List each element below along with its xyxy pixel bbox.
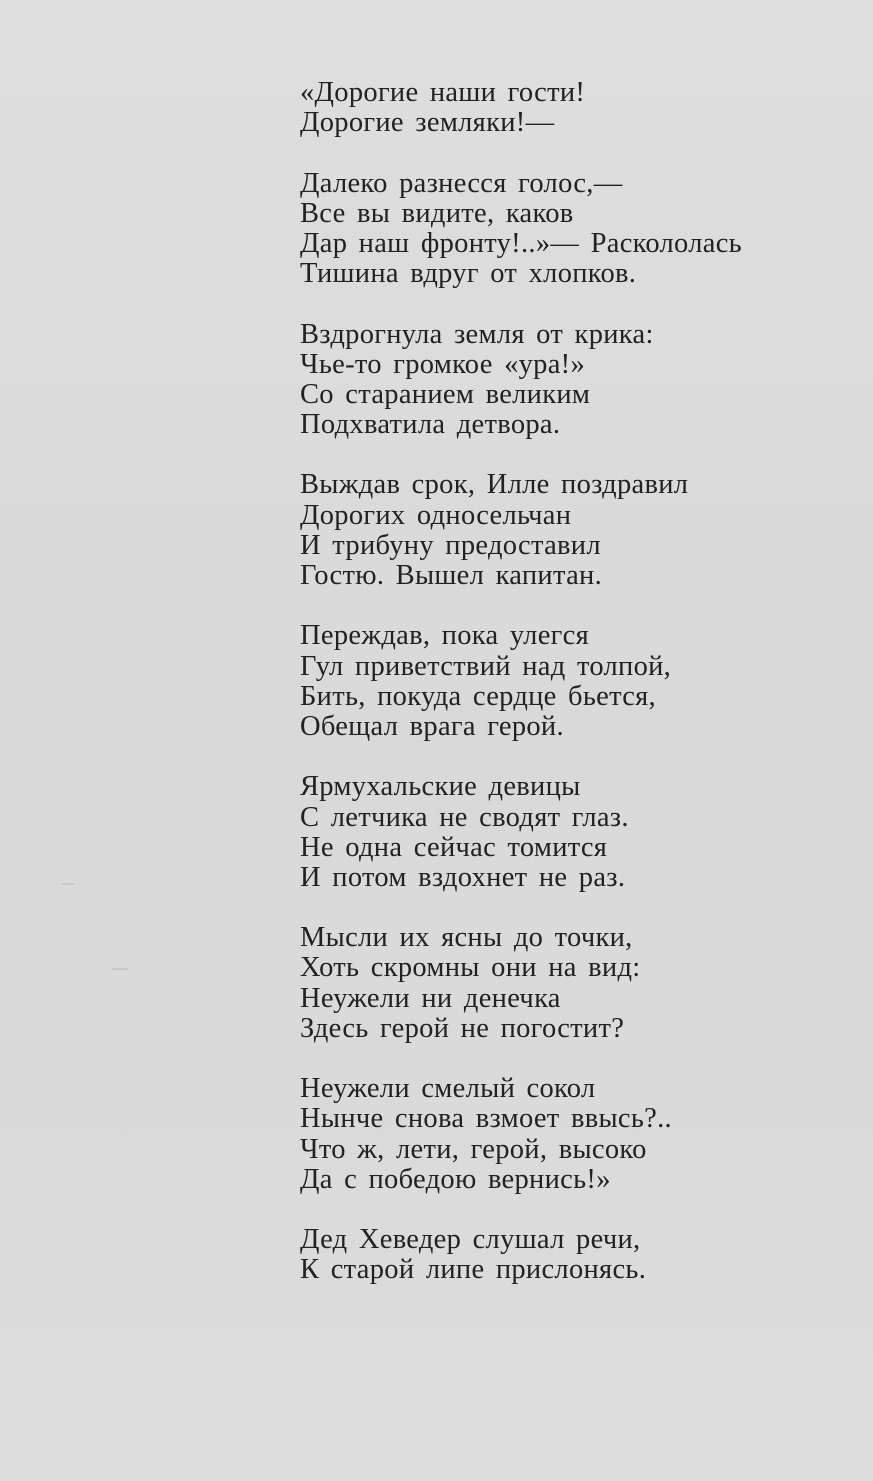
poem-line: И потом вздохнет не раз.	[300, 861, 626, 893]
stanza-gap	[300, 289, 860, 319]
poem-line: Далеко разнесся голос,—	[300, 167, 623, 199]
poem-line: Все вы видите, каков	[300, 197, 574, 229]
page-speck	[62, 883, 74, 885]
poem-line: Дорогих односельчан	[300, 499, 572, 531]
stanza	[300, 169, 860, 290]
poem-line: Нынче снова взмоет ввысь?..	[300, 1103, 672, 1135]
stanza	[300, 1225, 860, 1285]
poem-line: Дар наш фронту!..»— Раскололась	[300, 227, 742, 259]
stanza	[300, 320, 860, 441]
stanza-gap	[300, 138, 860, 168]
stanza-gap	[300, 1044, 860, 1074]
poem-text	[300, 78, 860, 1286]
poem-line: Ярмухальские девицы	[300, 771, 581, 803]
poem-line: Дорогие земляки!—	[300, 107, 555, 139]
poem-line: Неужели ни денечка	[300, 982, 561, 1014]
poem-line: Переждав, пока улегся	[300, 620, 589, 652]
stanza-gap	[300, 591, 860, 621]
poem-line: Со старанием великим	[300, 378, 591, 410]
poem-line: Чье-то громкое «ура!»	[300, 348, 586, 380]
poem-line: Бить, покуда сердце бьется,	[300, 680, 656, 712]
poem-line: Подхватила детвора.	[300, 409, 561, 441]
poem-line: И трибуну предоставил	[300, 529, 601, 561]
poem-line: Неужели смелый сокол	[300, 1073, 596, 1105]
poem-line: С летчика не сводят глаз.	[300, 801, 629, 833]
poem-line: Выждав срок, Илле поздравил	[300, 469, 689, 501]
stanza	[300, 621, 860, 742]
poem-line: К старой липе прислонясь.	[300, 1254, 647, 1286]
stanza-gap	[300, 440, 860, 470]
poem-line: Здесь герой не погостит?	[300, 1012, 625, 1044]
stanza-gap	[300, 1195, 860, 1225]
stanza	[300, 923, 860, 1044]
poem-line: Да с победою вернись!»	[300, 1163, 611, 1195]
stanza	[300, 470, 860, 591]
poem-line: Гул приветствий над толпой,	[300, 650, 672, 682]
poem-line: «Дорогие наши гости!	[300, 77, 586, 108]
stanza	[300, 772, 860, 893]
poem-line: Обещал врага герой.	[300, 710, 564, 742]
stanza-gap	[300, 893, 860, 923]
poem-line: Что ж, лети, герой, высоко	[300, 1133, 647, 1165]
poem-line: Мысли их ясны до точки,	[300, 922, 633, 954]
poem-line: Не одна сейчас томится	[300, 831, 608, 863]
stanza	[300, 1074, 860, 1195]
poem-line: Вздрогнула земля от крика:	[300, 318, 654, 350]
poem-line: Дед Хеведер слушал речи,	[300, 1224, 641, 1256]
stanza-gap	[300, 742, 860, 772]
poem-line: Гостю. Вышел капитан.	[300, 560, 602, 591]
poem-line: Хоть скромны они на вид:	[300, 952, 641, 984]
poem-line: Тишина вдруг от хлопков.	[300, 258, 637, 290]
stanza	[300, 78, 860, 138]
page-speck	[112, 968, 128, 970]
